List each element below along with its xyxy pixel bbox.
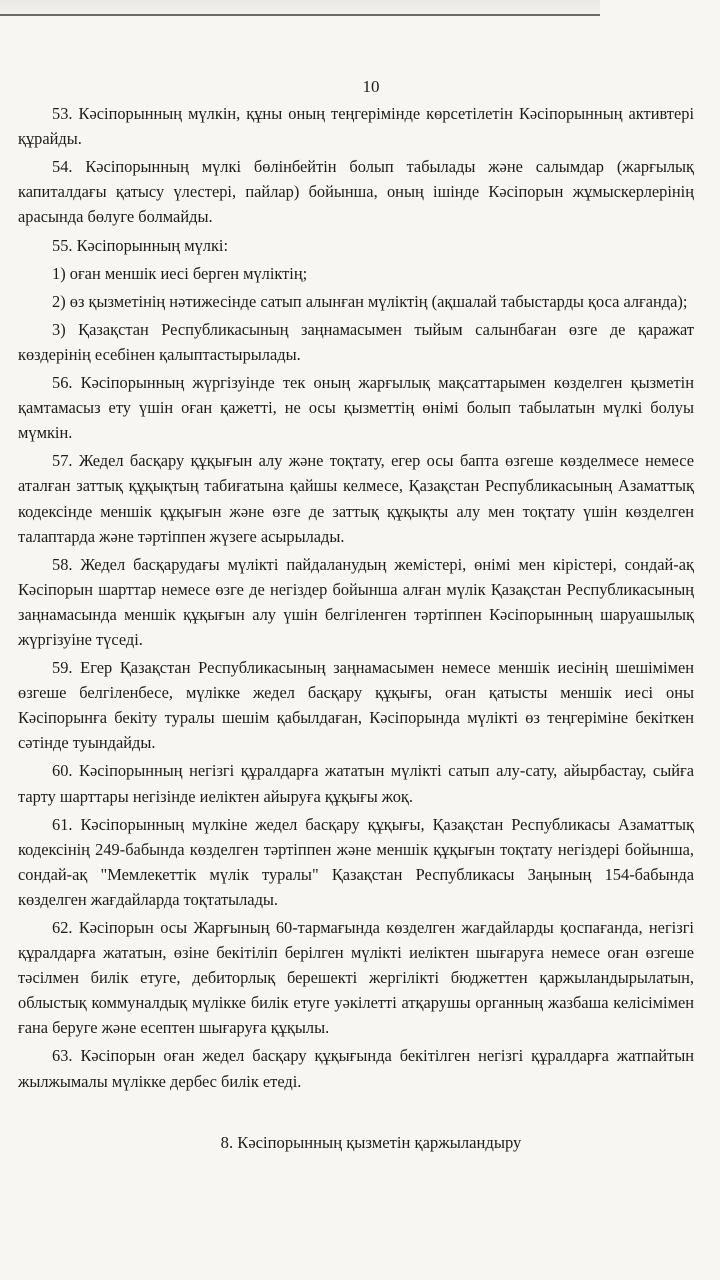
paragraph-59: 59. Егер Қазақстан Республикасының заңнамасымен немесе меншік иесінің шешімімен өзгеше белгіленбесе, мүлікке жедел басқару құқығы, оған қатысты меншік иесі оны Кәсіпорынға бекіту туралы шешім қабылдаған, Кәсіпорында мүлікті өз теңгеріміне бекіткен сәтінде туындайды. — [18, 658, 694, 753]
paragraph-56: 56. Кәсіпорынның жүргізуінде тек оның жарғылық мақсаттарымен көзделген қызметін қамтамасыз ету үшін оған қажетті, не осы қызметтің өнімі болып табылатын мүлкі болуы мүмкін. — [18, 373, 694, 443]
paragraph-55-item-3: 3) Қазақстан Республикасының заңнамасымен тыйым салынбаған өзге де қаражат көздерінің есебінен қалыптастырылады. — [18, 319, 694, 364]
paragraph-57: 57. Жедел басқару құқығын алу және тоқтату, егер осы бапта өзгеше көзделмесе немесе аталған заттық құқықтың табиғатына қайшы келмесе, Қазақстан Республикасының Азаматтық кодексінде меншік құқығын және өзге де заттық құқықты алу мен тоқтату үшін көзделген талаптарда және тәртіппен жүзеге асырылады. — [18, 451, 694, 546]
document-page — [18, 64, 694, 1155]
paragraph-61: 61. Кәсіпорынның мүлкіне жедел басқару құқығы, Қазақстан Республикасы Азаматтық кодексінің 249-бабында көзделген тәртіппен және меншік құқығын тоқтату негіздері бойынша, сондай-ақ "Мемлекеттік мүлік туралы" Қазақстан Республикасы Заңының 154-бабында көзделген жағдайларда тоқтатылады. — [18, 814, 694, 909]
section-heading: 8. Кәсіпорынның қызметін қаржыландыру — [220, 1132, 522, 1152]
paragraph-58: 58. Жедел басқарудағы мүлікті пайдаланудың жемістері, өнімі мен кірістері, сондай-ақ Кәсіпорын шарттар немесе өзге де негіздер бойынша алған мүлік Қазақстан Республикасының заңнамасында меншік құқығын алу үшін белгіленген тәртіппен Кәсіпорынның шаруашылық жүргізуіне түседі. — [18, 554, 694, 649]
paragraph-55-item-1: 1) оған меншік иесі берген мүліктің; — [52, 263, 308, 283]
paragraph-55-item-2: 2) өз қызметінің нәтижесінде сатып алынған мүліктің (ақшалай табыстарды қоса алғанда); — [52, 291, 688, 311]
paragraph-55: 55. Кәсіпорынның мүлкі: — [52, 235, 229, 255]
paragraph-53: 53. Кәсіпорынның мүлкін, құны оның теңгерімінде көрсетілетін Кәсіпорынның активтері құрайды. — [18, 104, 694, 149]
paragraph-62: 62. Кәсіпорын осы Жарғының 60-тармағында көзделген жағдайларды қоспағанда, негізгі құралдарға жататын, өзіне бекітіліп берілген мүлікті иеліктен шығаруға немесе оған өзгеше тәсілмен билік етуге, дебиторлық берешекті жергілікті бюджеттен қаржыландырылатын, облыстық коммуналдық мүлікке билік етуге уәкілетті атқарушы органның жазбаша келісімімен ғана беруге және есептен шығаруға құқылы. — [18, 918, 694, 1038]
paragraph-54: 54. Кәсіпорынның мүлкі бөлінбейтін болып табылады және салымдар (жарғылық капиталдағы қатысу үлестері, пайлар) бойынша, оның ішінде Кәсіпорын жұмыскерлерінің арасында бөлуге болмайды. — [18, 157, 694, 227]
scan-top-edge — [0, 0, 600, 16]
paragraph-60: 60. Кәсіпорынның негізгі құралдарға жататын мүлікті сатып алу-сату, айырбастау, сыйға тарту шарттары негізінде иеліктен айыруға құқығы жоқ. — [18, 761, 694, 806]
page-number: 10 — [362, 77, 380, 96]
paragraph-63: 63. Кәсіпорын оған жедел басқару құқығында бекітілген негізгі құралдарға жатпайтын жылжымалы мүлікке дербес билік етеді. — [18, 1046, 694, 1091]
